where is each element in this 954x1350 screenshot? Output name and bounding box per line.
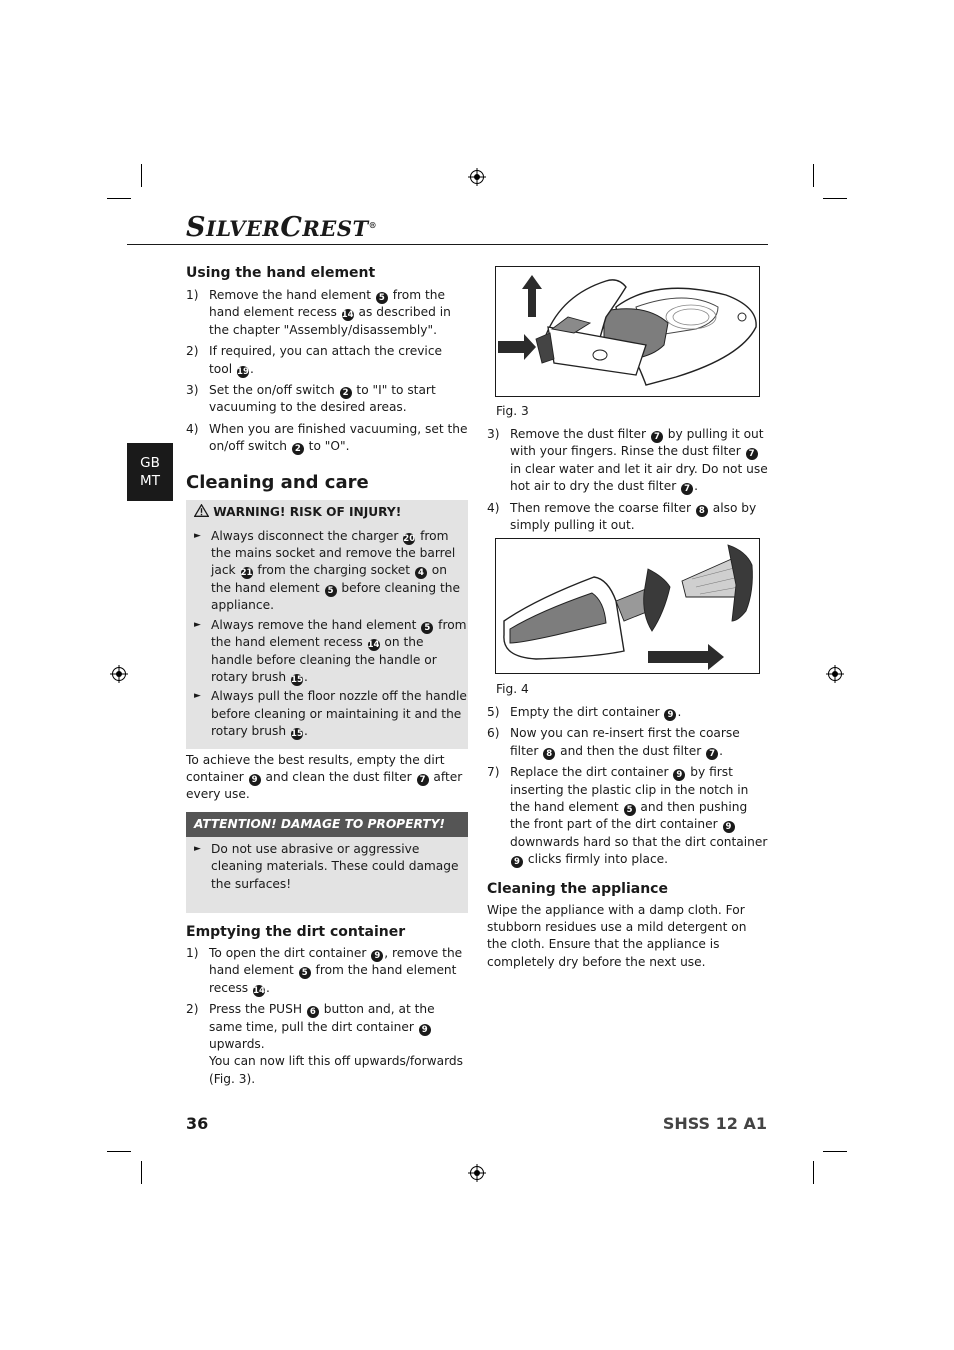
brand-logo: SILVERCREST® xyxy=(186,212,378,243)
list-item: 3) Set the on/off switch 2 to "I" to start vacuuming to the desired areas. xyxy=(186,383,436,415)
crop-mark xyxy=(141,164,142,187)
list-item: 2) If required, you can attach the crevice tool 19. xyxy=(186,344,443,377)
registration-mark-icon xyxy=(468,1164,486,1182)
figure-4 xyxy=(495,538,760,674)
warning-triangle-icon xyxy=(194,504,209,517)
model-number: SHSS 12 A1 xyxy=(662,1114,767,1133)
list-item: 1) To open the dirt container 9 , remove the hand element 5 from the hand element recess 14. xyxy=(186,945,463,996)
warning-item: ► Always remove the hand element 5 from the hand element recess 14 on the handle before cleaning the handle or rotary brush 15. xyxy=(194,617,467,685)
list-item: 4) When you are finished vacuuming, set the on/off switch 2 to "O". xyxy=(186,421,468,455)
list-item: 1) Remove the hand element 5 from the hand element recess 14 as described in the chapter "Assembly/disassembly". xyxy=(186,288,451,337)
list-item: 6) Now you can re-insert first the coarse filter 8 and then the dust filter 7 . xyxy=(487,726,740,759)
crop-mark xyxy=(823,1151,847,1152)
section-title-appliance: Cleaning the appliance xyxy=(487,880,668,897)
section-title-hand-element: Using the hand element xyxy=(186,265,376,281)
crop-mark xyxy=(141,1161,142,1184)
warning-item: ► Always disconnect the charger 20 from the mains socket and remove the barrel jack 21 from the charging socket 4 on the hand element 5 before cleaning the appliance. xyxy=(194,528,461,613)
list-item: 5) Empty the dirt container 9 . xyxy=(487,705,682,720)
attention-box xyxy=(186,812,468,913)
registration-mark-icon xyxy=(826,665,844,683)
right-column-steps-a xyxy=(487,426,769,534)
crop-mark xyxy=(107,198,131,199)
language-tab: GB MT xyxy=(127,443,173,501)
cleaning-intro: To achieve the best results, empty the dirt container 9 and clean the dust filter 7 after every use. xyxy=(186,752,463,802)
registration-mark-icon xyxy=(468,168,486,186)
bullet-arrow-icon: ► xyxy=(194,530,201,541)
bullet-arrow-icon: ► xyxy=(194,691,201,702)
warning-box xyxy=(186,500,468,749)
list-item: 4) Then remove the coarse filter 8 also by simply pulling it out. xyxy=(487,500,757,533)
warning-item: ► Always pull the floor nozzle off the handle before cleaning or maintaining it and the rotary brush 15. xyxy=(194,689,467,740)
fig3-illustration xyxy=(496,267,759,396)
list-item: 2) Press the PUSH 6 button and, at the same time, pull the dirt container 9 upwards. You can now lift this off upwards/forwards (Fig. 3). xyxy=(186,1002,463,1086)
list-item: 3) Remove the dust filter 7 by pulling it out with your fingers. Rinse the dust filter 7 in clear water and let it air dry. Do not use hot air to dry the dust filter 7 . xyxy=(487,427,768,495)
crop-mark xyxy=(823,198,847,199)
warning-header: WARNING! RISK OF INJURY! xyxy=(186,500,468,525)
section-title-emptying: Emptying the dirt container xyxy=(186,923,406,940)
header-rule xyxy=(127,244,768,245)
bullet-arrow-icon: ► xyxy=(194,619,201,630)
fig3-caption: Fig. 3 xyxy=(496,404,529,418)
bullet-arrow-icon: ► xyxy=(194,843,201,854)
right-column-steps-b xyxy=(487,704,769,971)
attention-item: ► Do not use abrasive or aggressive cleaning materials. These could damage the surfaces! xyxy=(194,841,459,891)
attention-header: ATTENTION! DAMAGE TO PROPERTY! xyxy=(186,812,468,837)
crop-mark xyxy=(107,1151,131,1152)
figure-3 xyxy=(495,266,760,397)
crop-mark xyxy=(813,164,814,187)
section-title-cleaning: Cleaning and care xyxy=(186,471,369,493)
appliance-text: Wipe the appliance with a damp cloth. For stubborn residues use a mild detergent on the cloth. Ensure that the appliance is completely dry before the next use. xyxy=(487,902,747,969)
list-item: 7) Replace the dirt container 9 by first inserting the plastic clip in the notch in the hand element 5 and then pushing the front part of the dirt container 9 downwards hard so that the dirt container 9 clicks firmly into place. xyxy=(487,765,768,868)
registration-mark-icon xyxy=(110,665,128,683)
left-column xyxy=(186,264,468,1088)
fig4-illustration xyxy=(496,539,759,673)
page-number: 36 xyxy=(186,1114,209,1133)
fig4-caption: Fig. 4 xyxy=(496,682,529,696)
crop-mark xyxy=(813,1161,814,1184)
